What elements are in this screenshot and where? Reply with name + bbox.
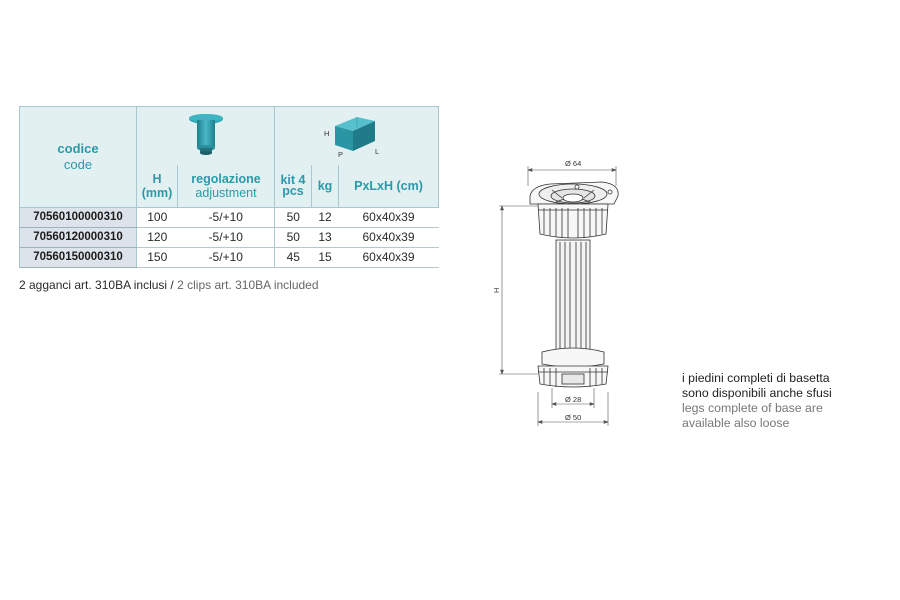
kit-value: 50	[275, 207, 312, 227]
product-table	[19, 106, 439, 268]
box-letter-p: P	[337, 150, 343, 160]
kit-column-header	[275, 165, 312, 207]
product-code: 70560120000310	[20, 227, 137, 247]
caption-en-line2: available also loose	[682, 416, 790, 430]
height-value: 120	[137, 227, 178, 247]
weight-value: 13	[312, 227, 339, 247]
weight-header-title: kg	[317, 178, 333, 193]
leg-icon-cell	[137, 107, 275, 165]
adjustment-header-title: regolazione	[191, 171, 261, 186]
adjustment-header-sub: adjustment	[195, 185, 257, 200]
kit-value: 45	[275, 247, 312, 267]
height-value: 100	[137, 207, 178, 227]
kit-header-sub: pcs	[282, 184, 304, 199]
box-letter-l: L	[374, 147, 379, 157]
weight-column-header	[312, 165, 339, 207]
code-header	[20, 107, 137, 208]
adjustment-column-header	[178, 165, 275, 207]
diameter-top-label: Ø 64	[565, 159, 582, 168]
kit-value: 50	[275, 227, 312, 247]
caption-it-line2: sono disponibili anche sfusi	[682, 386, 832, 400]
availability-caption	[682, 371, 832, 431]
diameter-inner-label: Ø 28	[565, 395, 582, 404]
product-code: 70560150000310	[20, 247, 137, 267]
height-header-unit: (mm)	[141, 185, 173, 200]
code-header-en: code	[63, 156, 93, 172]
clips-note-it: 2 agganci art. 310BA inclusi /	[19, 278, 178, 292]
furniture-leg-icon	[186, 112, 226, 156]
dimensions-value: 60x40x39	[339, 247, 439, 267]
dimensions-column-header	[339, 165, 439, 207]
box-icon-cell	[275, 107, 439, 165]
table-row	[20, 207, 439, 227]
kit-header-title: kit 4	[280, 173, 306, 188]
code-header-it: codice	[57, 140, 99, 156]
package-box-icon	[321, 109, 393, 159]
height-value: 150	[137, 247, 178, 267]
product-code: 70560100000310	[20, 207, 137, 227]
adjustment-value: -5/+10	[178, 227, 275, 247]
leg-technical-drawing	[490, 152, 630, 432]
height-header-title: H	[152, 171, 162, 186]
box-letter-h: H	[323, 129, 329, 139]
caption-en-line1: legs complete of base are	[682, 401, 823, 415]
height-label: H	[492, 287, 501, 293]
clips-note-en: 2 clips art. 310BA included	[177, 278, 319, 292]
adjustment-value: -5/+10	[178, 247, 275, 267]
weight-value: 12	[312, 207, 339, 227]
table-row	[20, 247, 439, 267]
table-row	[20, 227, 439, 247]
caption-it-line1: i piedini completi di basetta	[682, 371, 830, 385]
adjustment-value: -5/+10	[178, 207, 275, 227]
dimensions-value: 60x40x39	[339, 207, 439, 227]
dimensions-header-title: PxLxH (cm)	[354, 178, 423, 193]
height-column-header	[137, 165, 178, 207]
clips-note	[19, 278, 319, 292]
diameter-bottom-label: Ø 50	[565, 413, 582, 422]
weight-value: 15	[312, 247, 339, 267]
dimensions-value: 60x40x39	[339, 227, 439, 247]
